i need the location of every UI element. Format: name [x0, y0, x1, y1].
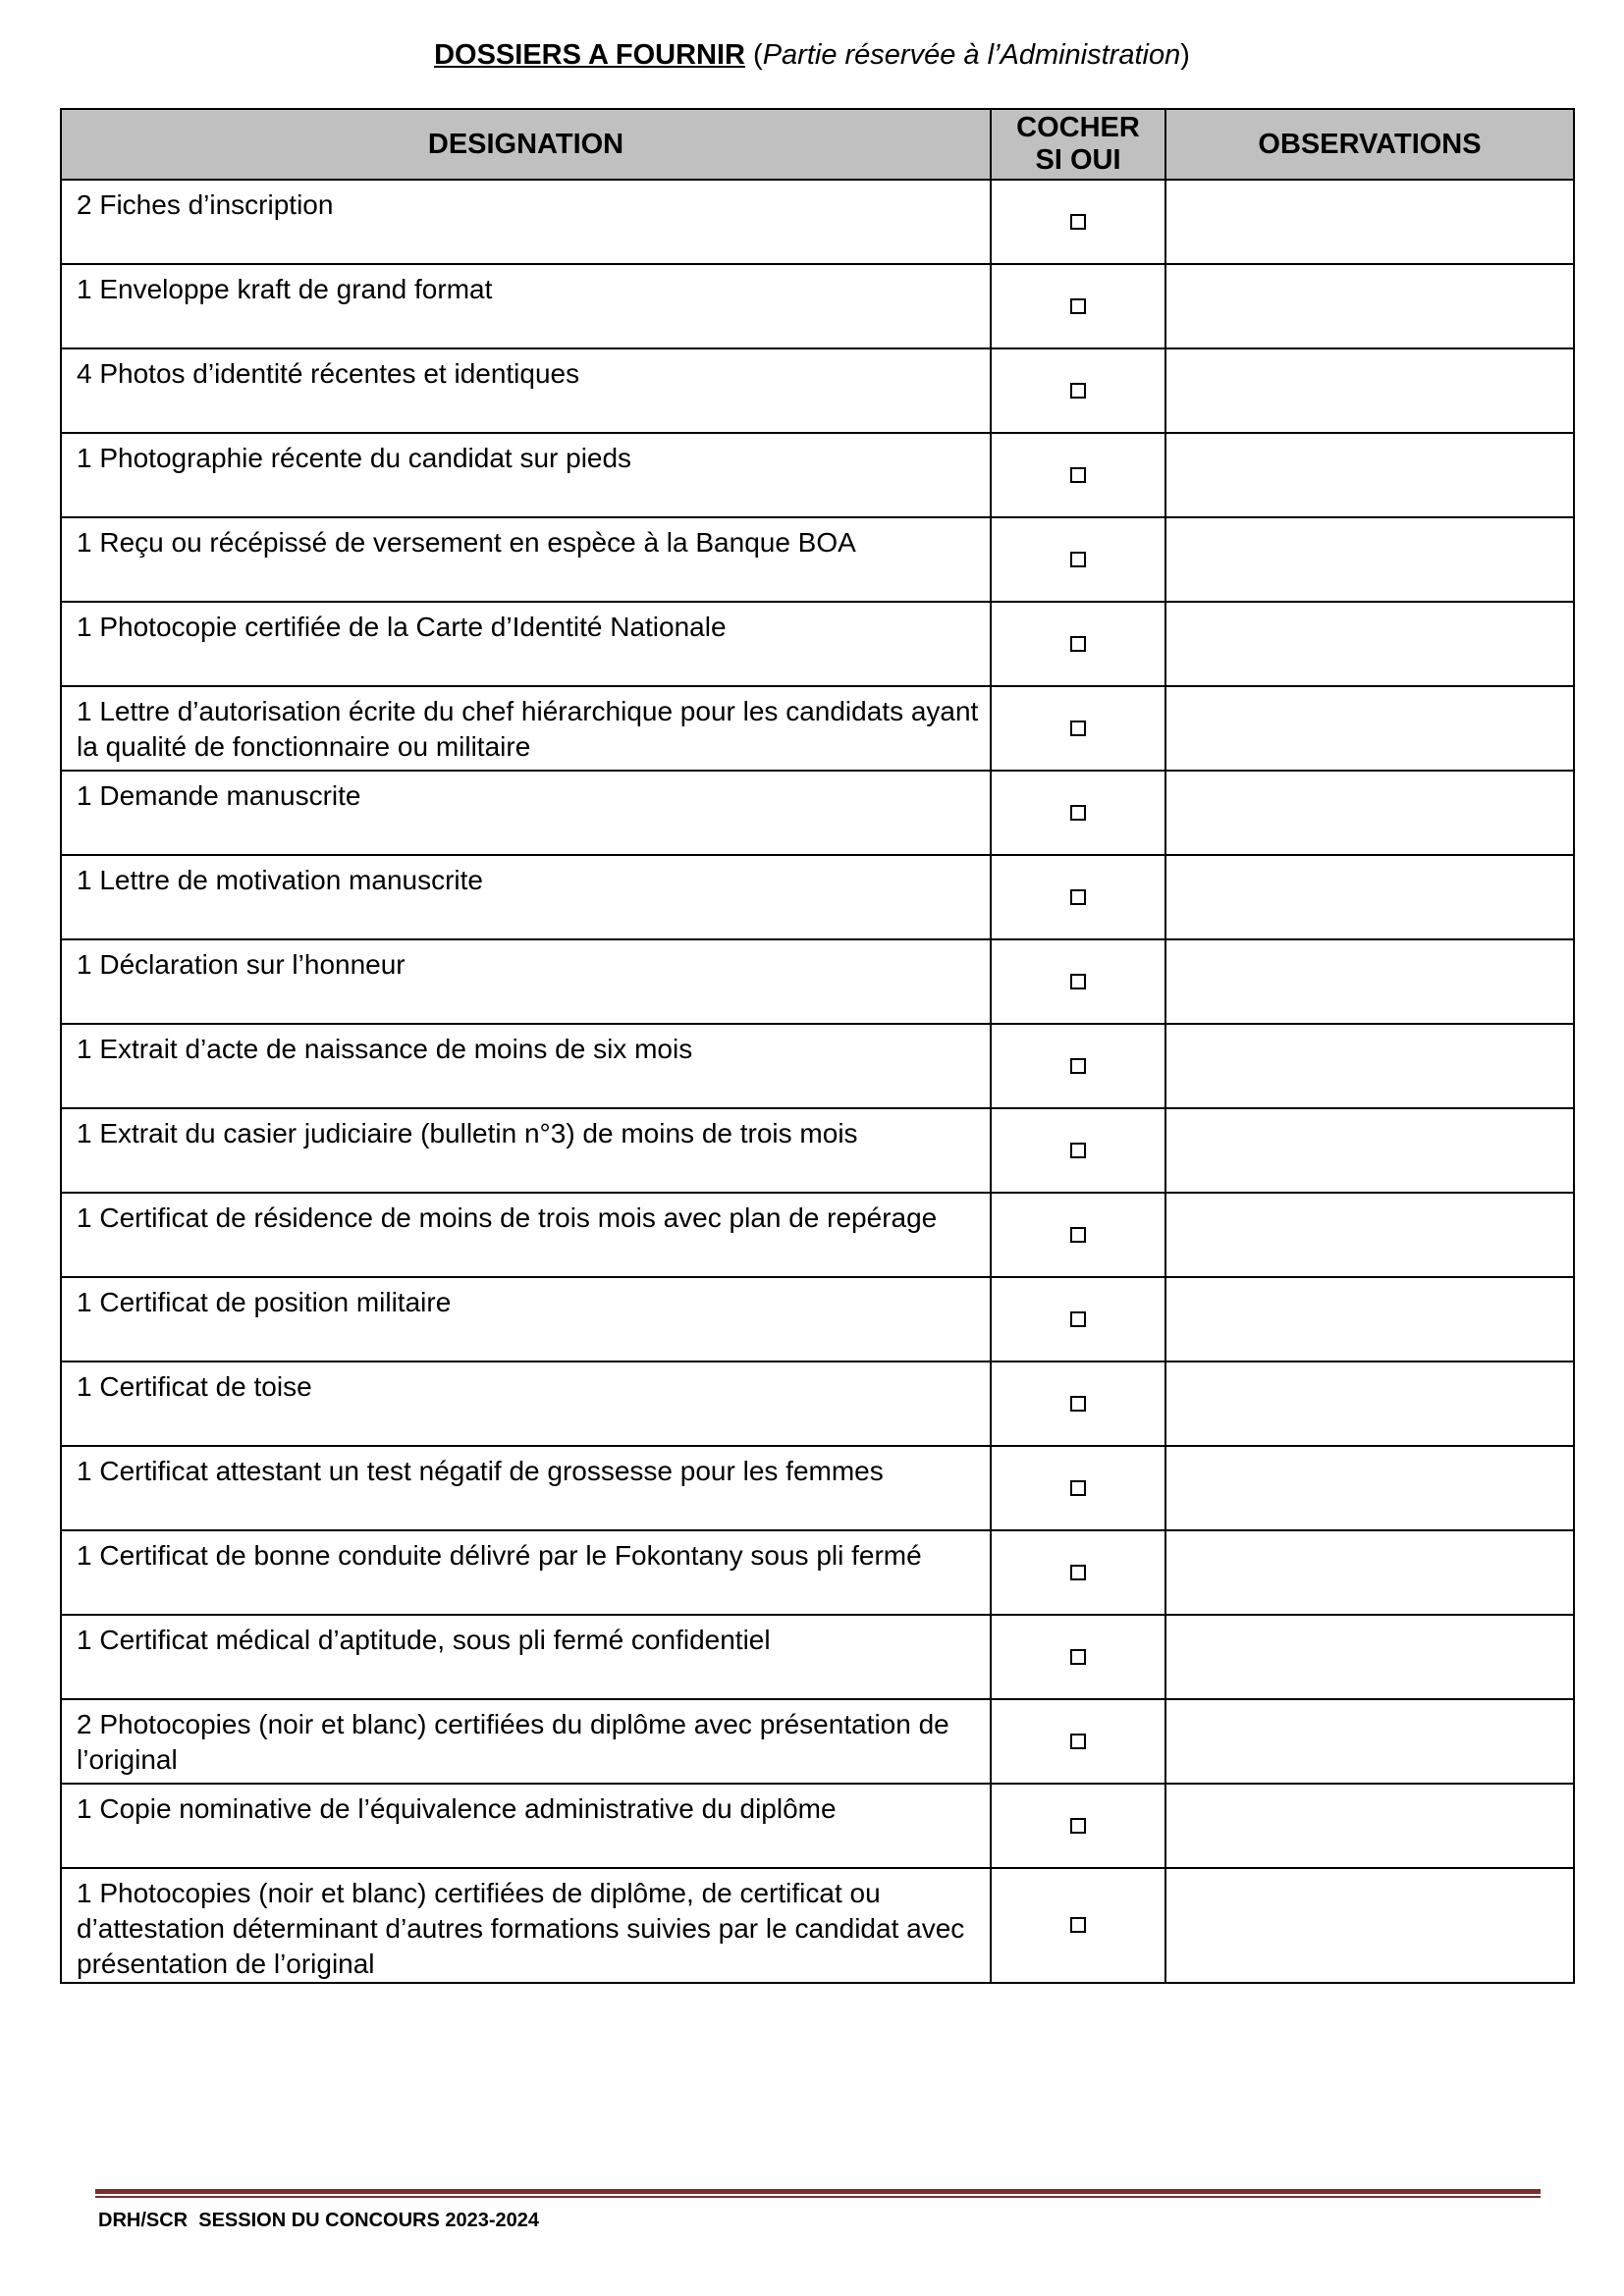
table-row	[61, 686, 1574, 771]
observations-cell[interactable]	[1165, 1615, 1574, 1699]
designation-cell: 1 Lettre d’autorisation écrite du chef hiérarchique pour les candidats ayant la qualité de fonctionnaire ou militaire	[61, 686, 991, 771]
designation-cell: 1 Photocopie certifiée de la Carte d’Identité Nationale	[61, 602, 991, 686]
table-row	[61, 1277, 1574, 1362]
table-row	[61, 855, 1574, 939]
checkbox-icon[interactable]	[1070, 1058, 1086, 1074]
designation-cell: 1 Certificat de résidence de moins de trois mois avec plan de repérage	[61, 1193, 991, 1277]
table-row	[61, 1108, 1574, 1193]
cocher-cell	[991, 1024, 1165, 1108]
observations-cell[interactable]	[1165, 180, 1574, 264]
checkbox-icon[interactable]	[1070, 1480, 1086, 1496]
table-row	[61, 1699, 1574, 1784]
checkbox-icon[interactable]	[1070, 1396, 1086, 1412]
table-header-row	[61, 109, 1574, 180]
title-main: DOSSIERS A FOURNIR	[434, 39, 745, 71]
observations-cell[interactable]	[1165, 771, 1574, 855]
table-row	[61, 1615, 1574, 1699]
designation-cell: 1 Certificat médical d’aptitude, sous pli fermé confidentiel	[61, 1615, 991, 1699]
checkbox-icon[interactable]	[1070, 298, 1086, 314]
documents-table	[60, 108, 1575, 1984]
table-row	[61, 1784, 1574, 1868]
table-row	[61, 771, 1574, 855]
designation-cell: 1 Photocopies (noir et blanc) certifiées de diplôme, de certificat ou d’attestation déterminant d’autres formations suivies par le candidat avec présentation de l’original	[61, 1868, 991, 1983]
header-cocher-line2: SI OUI	[1035, 144, 1121, 176]
title-open-paren: (	[744, 39, 763, 71]
header-cocher-line1: COCHER	[1016, 112, 1140, 143]
designation-cell: 1 Photographie récente du candidat sur pieds	[61, 433, 991, 517]
observations-cell[interactable]	[1165, 1868, 1574, 1983]
header-cocher	[991, 109, 1165, 180]
checkbox-icon[interactable]	[1070, 805, 1086, 821]
checkbox-icon[interactable]	[1070, 636, 1086, 652]
table-row	[61, 1868, 1574, 1983]
designation-cell: 4 Photos d’identité récentes et identiques	[61, 348, 991, 433]
cocher-cell	[991, 1108, 1165, 1193]
cocher-cell	[991, 939, 1165, 1024]
table-row	[61, 939, 1574, 1024]
cocher-cell	[991, 1446, 1165, 1530]
cocher-cell	[991, 686, 1165, 771]
designation-cell: 1 Certificat de position militaire	[61, 1277, 991, 1362]
observations-cell[interactable]	[1165, 348, 1574, 433]
observations-cell[interactable]	[1165, 855, 1574, 939]
checkbox-icon[interactable]	[1070, 1734, 1086, 1749]
table-row	[61, 264, 1574, 348]
table-row	[61, 1024, 1574, 1108]
designation-cell: 1 Copie nominative de l’équivalence administrative du diplôme	[61, 1784, 991, 1868]
title-close-paren: )	[1180, 39, 1190, 71]
observations-cell[interactable]	[1165, 1699, 1574, 1784]
cocher-cell	[991, 855, 1165, 939]
table-row	[61, 1446, 1574, 1530]
observations-cell[interactable]	[1165, 1277, 1574, 1362]
cocher-cell	[991, 1784, 1165, 1868]
table-row	[61, 433, 1574, 517]
checkbox-icon[interactable]	[1070, 1311, 1086, 1327]
checkbox-icon[interactable]	[1070, 1917, 1086, 1933]
designation-cell: 2 Fiches d’inscription	[61, 180, 991, 264]
cocher-cell	[991, 1868, 1165, 1983]
table-row	[61, 348, 1574, 433]
observations-cell[interactable]	[1165, 1530, 1574, 1615]
cocher-cell	[991, 1193, 1165, 1277]
table-row	[61, 180, 1574, 264]
table-row	[61, 1362, 1574, 1446]
table-row	[61, 1530, 1574, 1615]
checkbox-icon[interactable]	[1070, 1818, 1086, 1834]
observations-cell[interactable]	[1165, 686, 1574, 771]
observations-cell[interactable]	[1165, 517, 1574, 602]
cocher-cell	[991, 517, 1165, 602]
designation-cell: 1 Enveloppe kraft de grand format	[61, 264, 991, 348]
observations-cell[interactable]	[1165, 1362, 1574, 1446]
checkbox-icon[interactable]	[1070, 1227, 1086, 1243]
page-title	[0, 37, 1624, 73]
title-subtitle: Partie réservée à l’Administration	[762, 39, 1181, 71]
checkbox-icon[interactable]	[1070, 1649, 1086, 1665]
cocher-cell	[991, 348, 1165, 433]
cocher-cell	[991, 1699, 1165, 1784]
cocher-cell	[991, 771, 1165, 855]
cocher-cell	[991, 1530, 1165, 1615]
table-row	[61, 1193, 1574, 1277]
cocher-cell	[991, 602, 1165, 686]
observations-cell[interactable]	[1165, 1446, 1574, 1530]
observations-cell[interactable]	[1165, 264, 1574, 348]
observations-cell[interactable]	[1165, 1108, 1574, 1193]
footer-text: DRH/SCR SESSION DU CONCOURS 2023-2024	[98, 2210, 540, 2231]
checkbox-icon[interactable]	[1070, 1565, 1086, 1580]
observations-cell[interactable]	[1165, 1024, 1574, 1108]
observations-cell[interactable]	[1165, 602, 1574, 686]
designation-cell: 1 Déclaration sur l’honneur	[61, 939, 991, 1024]
designation-cell: 1 Extrait du casier judiciaire (bulletin n°3) de moins de trois mois	[61, 1108, 991, 1193]
designation-cell: 2 Photocopies (noir et blanc) certifiées du diplôme avec présentation de l’original	[61, 1699, 991, 1784]
designation-cell: 1 Certificat de toise	[61, 1362, 991, 1446]
header-designation: DESIGNATION	[61, 109, 991, 180]
cocher-cell	[991, 264, 1165, 348]
designation-cell: 1 Extrait d’acte de naissance de moins de six mois	[61, 1024, 991, 1108]
checkbox-icon[interactable]	[1070, 1143, 1086, 1158]
header-observations: OBSERVATIONS	[1165, 109, 1574, 180]
footer-rule	[95, 2189, 1541, 2198]
checkbox-icon[interactable]	[1070, 467, 1086, 483]
observations-cell[interactable]	[1165, 939, 1574, 1024]
observations-cell[interactable]	[1165, 1784, 1574, 1868]
checkbox-icon[interactable]	[1070, 383, 1086, 399]
checkbox-icon[interactable]	[1070, 974, 1086, 989]
cocher-cell	[991, 1277, 1165, 1362]
table-row	[61, 517, 1574, 602]
checkbox-icon[interactable]	[1070, 552, 1086, 567]
table-body	[61, 180, 1574, 1983]
designation-cell: 1 Demande manuscrite	[61, 771, 991, 855]
cocher-cell	[991, 433, 1165, 517]
designation-cell: 1 Lettre de motivation manuscrite	[61, 855, 991, 939]
cocher-cell	[991, 180, 1165, 264]
designation-cell: 1 Reçu ou récépissé de versement en espèce à la Banque BOA	[61, 517, 991, 602]
checkbox-icon[interactable]	[1070, 889, 1086, 905]
observations-cell[interactable]	[1165, 1193, 1574, 1277]
designation-cell: 1 Certificat de bonne conduite délivré par le Fokontany sous pli fermé	[61, 1530, 991, 1615]
cocher-cell	[991, 1362, 1165, 1446]
checkbox-icon[interactable]	[1070, 721, 1086, 736]
designation-cell: 1 Certificat attestant un test négatif de grossesse pour les femmes	[61, 1446, 991, 1530]
observations-cell[interactable]	[1165, 433, 1574, 517]
table-row	[61, 602, 1574, 686]
checkbox-icon[interactable]	[1070, 214, 1086, 230]
cocher-cell	[991, 1615, 1165, 1699]
